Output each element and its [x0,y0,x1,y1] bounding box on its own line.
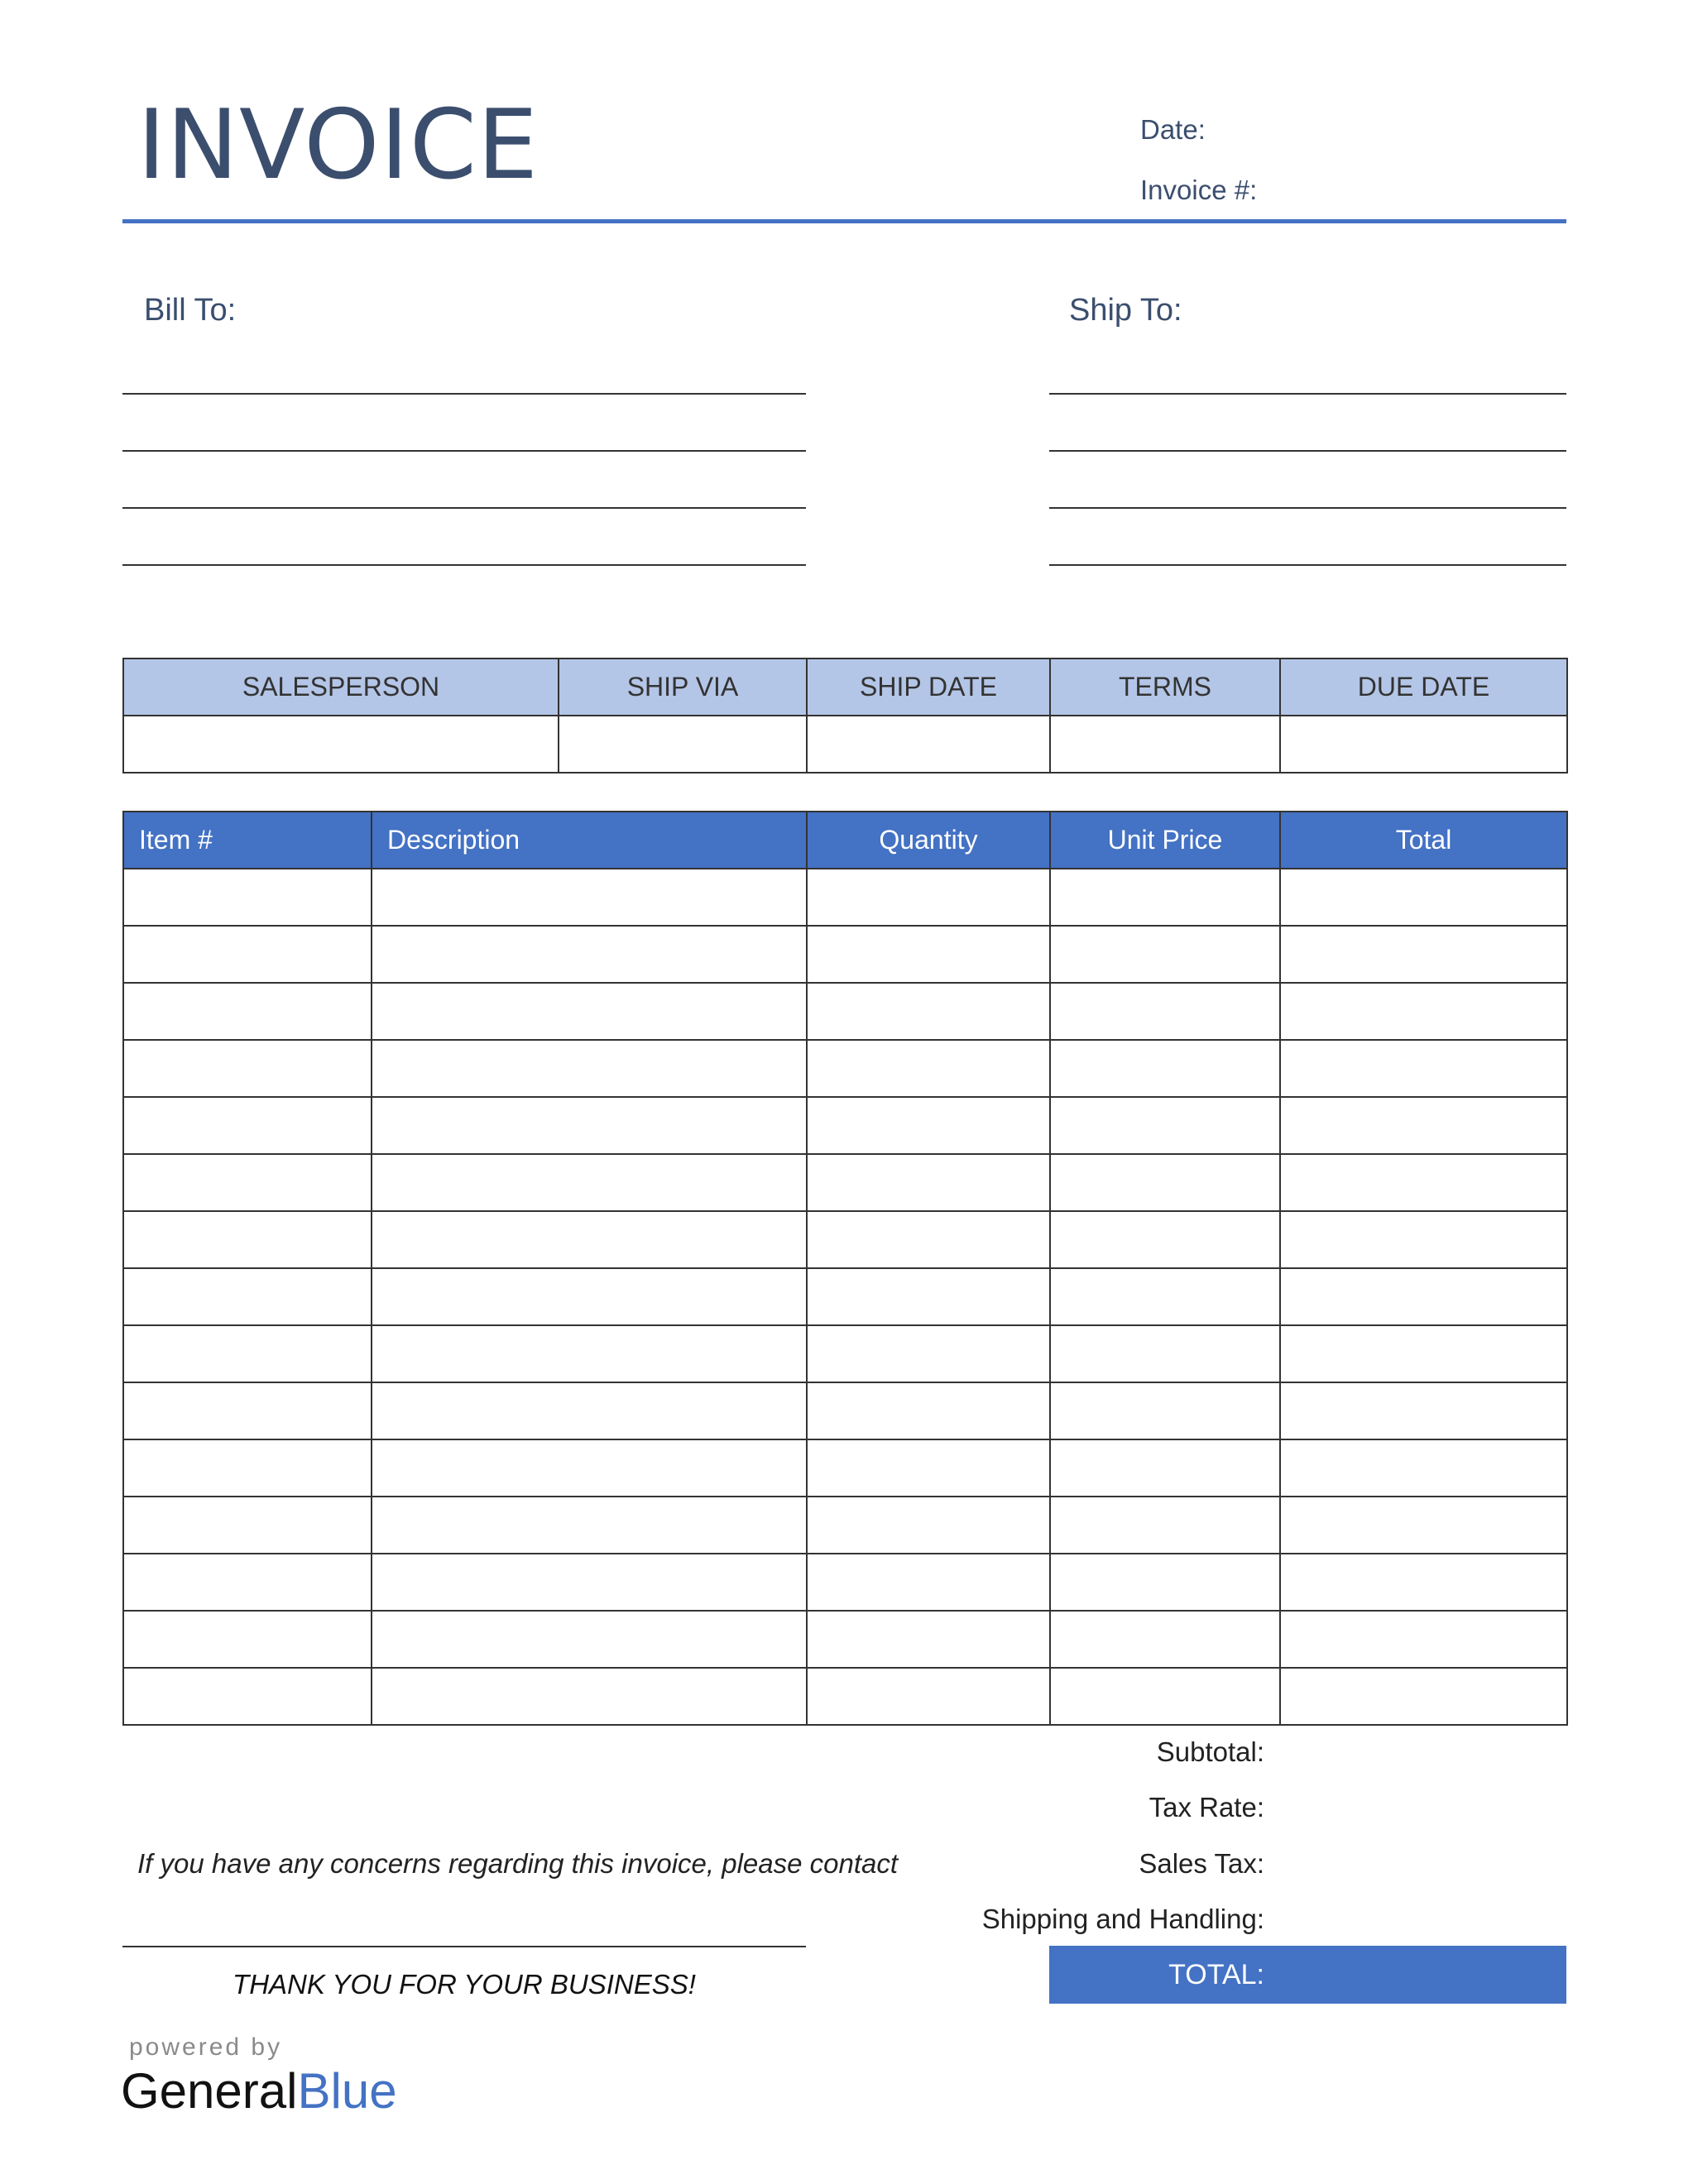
line-total-cell[interactable] [1280,1154,1567,1211]
line-items-table [122,811,1568,1726]
unit-price-cell[interactable] [1050,1668,1280,1725]
unit-price-cell[interactable] [1050,983,1280,1040]
quantity-cell[interactable] [807,1611,1050,1668]
item-number-cell[interactable] [123,1211,372,1268]
unit-price-cell[interactable] [1050,1554,1280,1611]
ship-to-label: Ship To: [1069,293,1182,328]
item-number-cell[interactable] [123,1268,372,1325]
description-cell[interactable] [372,1040,807,1097]
description-cell[interactable] [372,1439,807,1497]
unit-price-cell[interactable] [1050,1497,1280,1554]
due-date-cell[interactable] [1280,716,1567,773]
item-number-cell[interactable] [123,1040,372,1097]
bill-to-label: Bill To: [144,293,237,328]
table-row [123,1154,1567,1211]
unit-price-cell[interactable] [1050,1268,1280,1325]
table-row [123,1382,1567,1439]
description-cell[interactable] [372,1497,807,1554]
item-number-cell[interactable] [123,926,372,983]
concerns-note: If you have any concerns regarding this invoice, please contact [137,1848,899,1879]
powered-by-text: powered by [129,2033,283,2061]
quantity-cell[interactable] [807,926,1050,983]
line-total-cell[interactable] [1280,1439,1567,1497]
description-cell[interactable] [372,983,807,1040]
salesperson-cell[interactable] [123,716,559,773]
line-total-cell[interactable] [1280,1611,1567,1668]
date-label: Date: [1140,114,1206,145]
description-cell[interactable] [372,1097,807,1154]
description-cell[interactable] [372,926,807,983]
line-total-cell[interactable] [1280,1382,1567,1439]
item-number-cell[interactable] [123,1325,372,1382]
quantity-cell[interactable] [807,1382,1050,1439]
shipping-handling-label: Shipping and Handling: [981,1904,1264,1934]
terms-cell[interactable] [1050,716,1280,773]
shipping-info-table [122,658,1568,774]
quantity-cell[interactable] [807,1211,1050,1268]
item-number-cell[interactable] [123,1154,372,1211]
description-cell[interactable] [372,869,807,926]
item-number-cell[interactable] [123,1611,372,1668]
line-total-cell[interactable] [1280,1211,1567,1268]
unit-price-cell[interactable] [1050,1382,1280,1439]
line-total-cell[interactable] [1280,869,1567,926]
ship-via-cell[interactable] [559,716,807,773]
bill-to-line[interactable] [122,507,806,509]
line-total-cell[interactable] [1280,1040,1567,1097]
line-total-cell[interactable] [1280,1668,1567,1725]
line-total-cell[interactable] [1280,1554,1567,1611]
quantity-header: Quantity [807,812,1050,869]
description-cell[interactable] [372,1382,807,1439]
line-total-cell[interactable] [1280,1268,1567,1325]
generalblue-logo [121,2063,397,2119]
bill-to-line[interactable] [122,564,806,566]
ship-to-line[interactable] [1049,507,1566,509]
bill-to-line[interactable] [122,450,806,452]
unit-price-cell[interactable] [1050,869,1280,926]
description-header: Description [372,812,807,869]
unit-price-cell[interactable] [1050,1211,1280,1268]
contact-line[interactable] [122,1946,806,1947]
table-row [123,1325,1567,1382]
invoice-number-label: Invoice #: [1140,175,1258,205]
quantity-cell[interactable] [807,1554,1050,1611]
item-number-cell[interactable] [123,983,372,1040]
item-number-cell[interactable] [123,1497,372,1554]
item-number-cell[interactable] [123,1554,372,1611]
item-number-cell[interactable] [123,1439,372,1497]
quantity-cell[interactable] [807,1439,1050,1497]
ship-to-line[interactable] [1049,564,1566,566]
total-header: Total [1280,812,1567,869]
quantity-cell[interactable] [807,1040,1050,1097]
ship-to-line[interactable] [1049,450,1566,452]
table-row [123,1268,1567,1325]
quantity-cell[interactable] [807,869,1050,926]
salesperson-header: SALESPERSON [123,659,559,716]
unit-price-cell[interactable] [1050,926,1280,983]
item-number-cell[interactable] [123,1382,372,1439]
item-number-cell[interactable] [123,1097,372,1154]
item-number-cell[interactable] [123,869,372,926]
thank-you-message: THANK YOU FOR YOUR BUSINESS! [233,1969,696,2000]
quantity-cell[interactable] [807,1268,1050,1325]
table-row [123,983,1567,1040]
unit-price-cell[interactable] [1050,1611,1280,1668]
ship-date-cell[interactable] [807,716,1050,773]
invoice-title: INVOICE [137,89,539,201]
total-bar [1049,1946,1566,2004]
terms-header: TERMS [1050,659,1280,716]
total-label: TOTAL: [1168,1959,1264,1990]
ship-date-header: SHIP DATE [807,659,1050,716]
item-number-cell[interactable] [123,1668,372,1725]
quantity-cell[interactable] [807,1325,1050,1382]
quantity-cell[interactable] [807,1497,1050,1554]
unit-price-cell[interactable] [1050,1439,1280,1497]
description-cell[interactable] [372,1325,807,1382]
table-row [123,1497,1567,1554]
description-cell[interactable] [372,1211,807,1268]
table-row [123,926,1567,983]
header-divider [122,219,1566,223]
ship-to-line[interactable] [1049,393,1566,395]
table-row [123,1211,1567,1268]
item-number-header: Item # [123,812,372,869]
subtotal-label: Subtotal: [1156,1736,1264,1767]
description-cell[interactable] [372,1268,807,1325]
table-row [123,1097,1567,1154]
description-cell[interactable] [372,1611,807,1668]
table-row [123,1611,1567,1668]
table-row [123,869,1567,926]
line-total-cell[interactable] [1280,1325,1567,1382]
line-total-cell[interactable] [1280,983,1567,1040]
unit-price-cell[interactable] [1050,1325,1280,1382]
description-cell[interactable] [372,1154,807,1211]
description-cell[interactable] [372,1554,807,1611]
quantity-cell[interactable] [807,1154,1050,1211]
tax-rate-label: Tax Rate: [1149,1792,1264,1822]
unit-price-cell[interactable] [1050,1154,1280,1211]
table-row [123,1439,1567,1497]
sales-tax-label: Sales Tax: [1139,1848,1264,1879]
description-cell[interactable] [372,1668,807,1725]
ship-via-header: SHIP VIA [559,659,807,716]
table-row [123,1554,1567,1611]
unit-price-header: Unit Price [1050,812,1280,869]
due-date-header: DUE DATE [1280,659,1567,716]
quantity-cell[interactable] [807,983,1050,1040]
brand-blue: Blue [297,2063,397,2119]
brand-general: General [121,2063,298,2119]
line-total-cell[interactable] [1280,1097,1567,1154]
table-row [123,1668,1567,1725]
quantity-cell[interactable] [807,1097,1050,1154]
table-row [123,1040,1567,1097]
quantity-cell[interactable] [807,1668,1050,1725]
unit-price-cell[interactable] [1050,1040,1280,1097]
line-total-cell[interactable] [1280,926,1567,983]
unit-price-cell[interactable] [1050,1097,1280,1154]
line-total-cell[interactable] [1280,1497,1567,1554]
bill-to-line[interactable] [122,393,806,395]
